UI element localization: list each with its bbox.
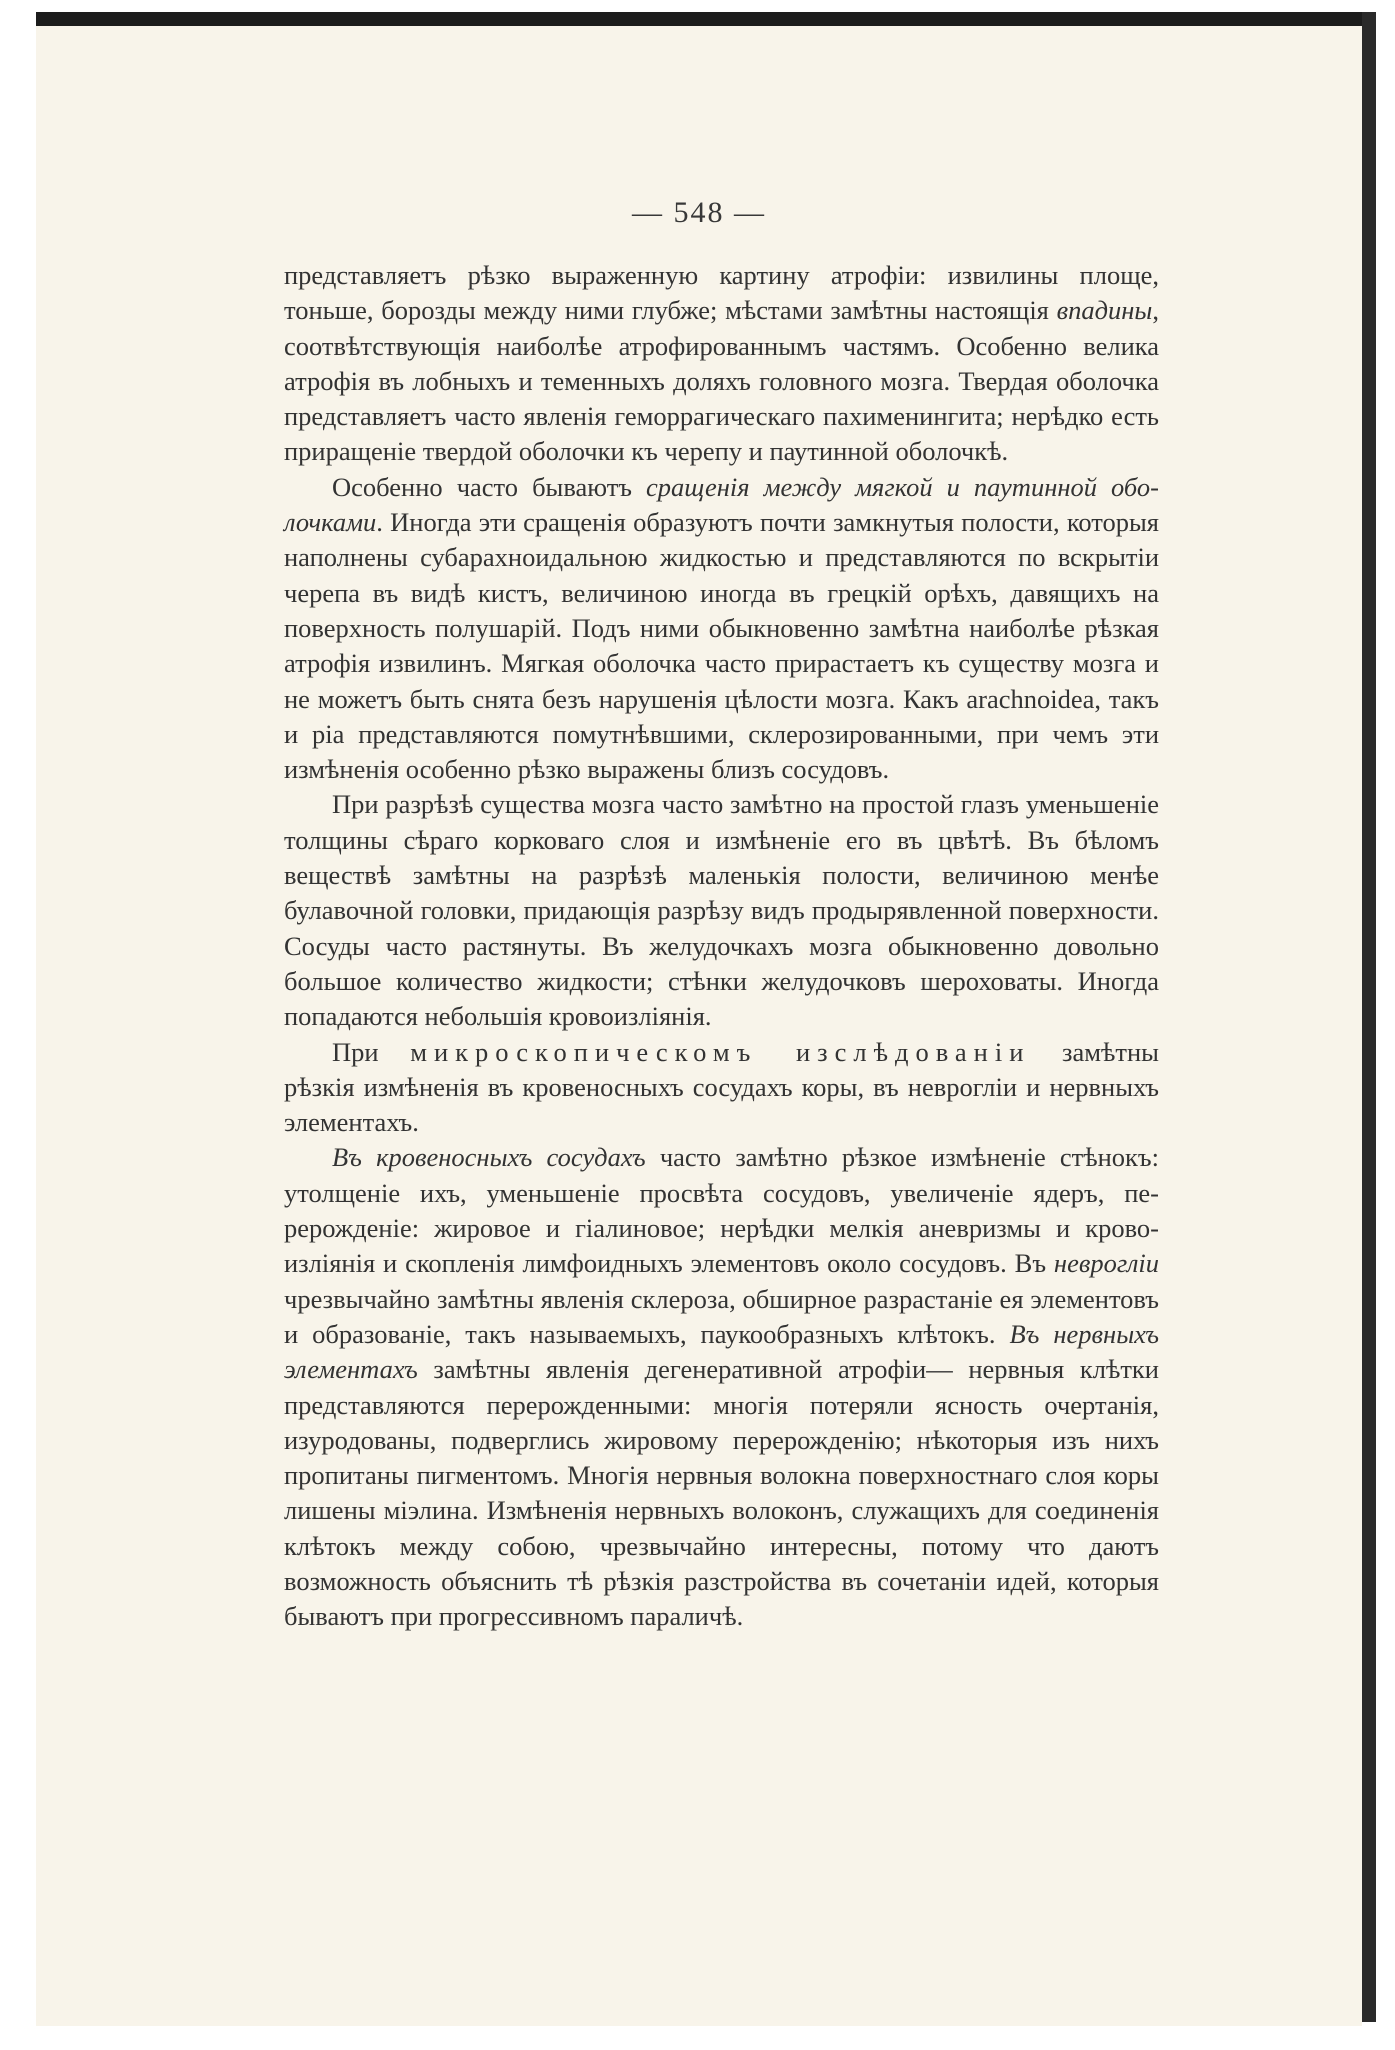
- italic-emphasis: впадины: [1056, 295, 1153, 326]
- paragraph-text: замѣтны рѣзкія измѣненія въ кровеносныхъ сосудахъ коры, въ неврогліи и нервныхъ элементахъ.: [284, 1036, 1159, 1138]
- book-page: [36, 26, 1362, 2026]
- body-text: [284, 258, 1159, 1635]
- page-number: — 548 —: [632, 196, 766, 229]
- paragraph: [284, 258, 1159, 470]
- paragraph: [284, 1035, 1159, 1141]
- paragraph-text: замѣтны явленія дегенеративной атрофіи— нервныя клѣтки представляются перерожденными: многія потеряли ясность очертанія, изуродованы, подверглись жировому перерожденію; нѣкоторыя изъ нихъ пропитаны пигментомъ. Многія нервныя волокна поверхностнаго слоя коры лишены міэлина. Измѣненія нервныхъ волоконъ, служащихъ для соединенія клѣтокъ между собою, чрезвычайно интересны, потому что даютъ возможность объяснить тѣ рѣзкія разстройства въ сочетаніи идей, которыя бываютъ при прогрессивномъ параличѣ.: [284, 1354, 1159, 1632]
- paragraph-text: чрезвычайно замѣтны явленія склероза, обширное разрастаніе ея элементовъ и образованіе, такъ называемыхъ, паукообразныхъ клѣтокъ.: [284, 1283, 1159, 1349]
- italic-emphasis: Въ нервныхъ элементахъ: [284, 1318, 1160, 1385]
- paragraph-text: . Иногда эти сращенія образуютъ почти замкнутыя полости, которыя наполнены субарахноидальною жидкостью и представляются по вскрытіи черепа въ видѣ кистъ, величиною иногда въ грецкій орѣхъ, давящихъ на поверхность полушарій. Подъ ними обыкновенно замѣтна наиболѣе рѣзкая атрофія извилинъ. Мягкая оболочка часто прирастаетъ къ существу мозга и не можетъ быть снята безъ нарушенія цѣлости мозга. Какъ arachnoidea, такъ и pia представляются помутнѣвшими, склерозированными, при чемъ эти измѣненія особенно рѣзко выражены близъ сосудовъ.: [284, 507, 1159, 785]
- paragraph: [284, 470, 1159, 788]
- italic-emphasis: Въ кровеносныхъ сосудахъ: [332, 1142, 646, 1173]
- paragraph-text: При: [332, 1036, 411, 1067]
- scan-right-edge: [1362, 12, 1376, 2022]
- paragraph-text: представляетъ рѣзко выраженную картину атрофіи: извилины площе, тоньше, борозды между ними глубже; мѣстами замѣтны настоящія: [284, 260, 1159, 326]
- italic-emphasis: сращенія между мягкой и паутинной оболочками: [284, 471, 1159, 538]
- paragraph-text: При разрѣзѣ существа мозга часто замѣтно на простой глазъ уменьшеніе толщины сѣраго корковаго слоя и измѣненіе его въ цвѣтѣ. Въ бѣломъ веществѣ замѣтны на разрѣзѣ маленькія полости, величиною менѣе булавочной головки, придающія разрѣзу видъ продырявленной поверхности. Сосуды часто растянуты. Въ желудочкахъ мозга обыкновенно довольно большое количество жидкости; стѣнки желудочковъ шероховаты. Иногда попадаются небольшія кровоизліянія.: [284, 789, 1159, 1032]
- paragraph-text: часто замѣтно рѣзкое измѣненіе стѣнокъ: утолщеніе ихъ, уменьшеніе просвѣта сосудовъ, увеличеніе ядеръ, перерожденіе: жировое и гіалиновое; нерѣдки мелкія аневризмы и кровоизліянія и скопленія лимфоидныхъ элементовъ около сосудовъ. Въ: [284, 1142, 1159, 1279]
- paragraph-text: , соотвѣтствующія наиболѣе атрофированнымъ частямъ. Особенно велика атрофія въ лобныхъ и теменныхъ доляхъ головного мозга. Твердая оболочка представляетъ часто явленія геморрагическаго пахименингита; нерѣдко есть приращеніе твердой оболочки къ черепу и паутинной оболочкѣ.: [284, 295, 1159, 467]
- paragraph: [284, 1140, 1159, 1634]
- spaced-emphasis: микроскопическомъ изслѣдованіи: [410, 1036, 1031, 1067]
- italic-emphasis: неврогліи: [1053, 1248, 1159, 1279]
- paragraph: [284, 787, 1159, 1034]
- paragraph-text: Особенно часто бываютъ: [332, 471, 647, 502]
